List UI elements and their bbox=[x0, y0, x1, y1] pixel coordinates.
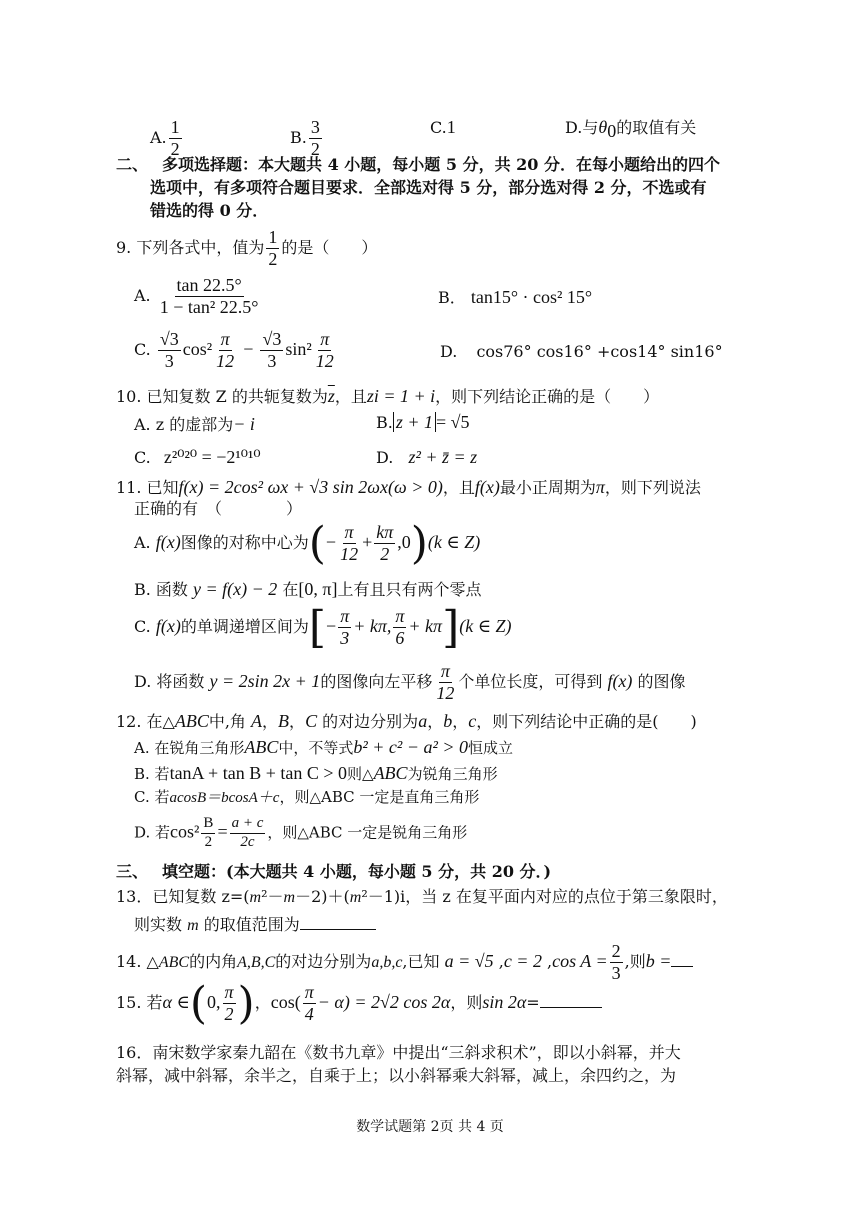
q11-option-a: A. f(x)图像的对称中心为(− $\frac{\pi}{12}$ + $\frac{k\pi}{2}$ ,0)(k ∈ Z) bbox=[134, 517, 481, 569]
q13-line1: 13．已知复数 z=(m²－m－2)＋(m²－1)i，当 z 在复平面内对应的点位于第三象限时， bbox=[116, 887, 728, 906]
q11-option-d: D. 将函数 y = 2sin 2x + 1的图像向左平移 $\frac{\pi}{12}$ 个单位长度，可得到 f(x) 的图像 bbox=[134, 661, 686, 703]
section3-heading: 三、 填空题：(本大题共 4 小题，每小题 5 分，共 20 分．) bbox=[116, 862, 552, 881]
q8-options bbox=[150, 108, 750, 158]
q9-option-d: D. cos76° cos16° +cos14° sin16° bbox=[440, 342, 723, 361]
q14: 14. △ABC的内角A,B,C的对边分别为a,b,c,已知 a = √5 ,c = 2 ,cos A = $\frac{2}{3}$ ,则b = bbox=[116, 942, 693, 983]
q12-stem: 12. 在△ABC中,角 A，B，C 的对边分别为a，b，c，则下列结论中正确的是( ) bbox=[116, 711, 697, 731]
q12-option-a: A. 在锐角三角形ABC中，不等式b² + c² − a² > 0恒成立 bbox=[134, 737, 514, 757]
q9-option-a: A. $\frac{\tan 22.5^\circ}{\text{1 − tan² 22.5°}}$ bbox=[134, 275, 259, 317]
q13-line2: 则实数 m 的取值范围为 bbox=[134, 913, 376, 934]
q10-stem: 10. 已知复数 Z 的共轭复数为$\overline{z}$，且zi = 1 + i，则下列结论正确的是（ ） bbox=[116, 386, 660, 406]
q14-answer-blank[interactable] bbox=[671, 950, 693, 967]
page-footer: 数学试题第 2页 共 4 页 bbox=[356, 1119, 504, 1135]
q12-option-b: B. 若tanA + tan B + tan C > 0则△ABC为锐角三角形 bbox=[134, 763, 498, 783]
q12-option-c: C. 若acosB＝bcosA＋c，则△ABC 一定是直角三角形 bbox=[134, 788, 480, 806]
q10-option-c: C. z²⁰²⁰ = −2¹⁰¹⁰ bbox=[134, 447, 261, 467]
q11-option-c: C. f(x)的单调递增区间为[− $\frac{\pi}{3}$ + kπ, $\frac{\pi}{6}$ + kπ](k ∈ Z) bbox=[134, 601, 512, 653]
q8-option-b: B. $\frac{3}{2}$ bbox=[290, 117, 320, 159]
section2-line3: 错选的得 0 分． bbox=[150, 201, 269, 220]
q9-stem: 9. 下列各式中，值为 $\frac{1}{2}$ 的是（ ） bbox=[116, 227, 378, 269]
q16-line1: 16．南宋数学家秦九韶在《数书九章》中提出“三斜求积术”，即以小斜幂，并大 bbox=[116, 1043, 681, 1062]
q9-option-c: C. $\frac{√3}{3}$ cos² $\frac{\pi}{12}$ − $\frac{√3}{3}$ sin² $\frac{\pi}{12}$ bbox=[134, 329, 334, 371]
q9-option-b: B． tan15° · cos² 15° bbox=[438, 287, 593, 307]
q8-option-d: D.与$\theta_0$的取值有关 bbox=[565, 117, 697, 142]
q10-option-d: D. z² + z̄ = z bbox=[376, 447, 478, 467]
q13-answer-blank[interactable] bbox=[300, 913, 376, 930]
section2-line2: 选项中，有多项符合题目要求．全部选对得 5 分，部分选对得 2 分，不选或有 bbox=[150, 178, 707, 197]
q8-option-a: A. $\frac{1}{2}$ bbox=[150, 117, 180, 159]
q16-line2: 斜幂，减中斜幂，余半之，自乘于上；以小斜幂乘大斜幂，减上，余四约之，为 bbox=[116, 1066, 677, 1085]
q8-option-c: C.1 bbox=[430, 117, 456, 137]
q15-answer-blank[interactable] bbox=[540, 991, 602, 1008]
q15: 15. 若α ∈(0, $\frac{\pi}{2}$ )，cos( $\frac{\pi}{4}$ − α) = 2√2 cos 2α，则sin 2α= bbox=[116, 983, 602, 1024]
q10-option-b: B. z + 1 = √5 bbox=[376, 412, 470, 432]
q12-option-d: D. 若cos² $\frac{B}{2}$ = $\frac{a + c}{2c}$ ，则△ABC 一定是锐角三角形 bbox=[134, 815, 468, 850]
q11-stem-line2: 正确的有 （ ） bbox=[134, 499, 303, 518]
q11-option-b: B. 函数 y = f(x) − 2 在[0, π]上有且只有两个零点 bbox=[134, 579, 482, 599]
section2-heading: 二、 多项选择题：本大题共 4 小题，每小题 5 分，共 20 分．在每小题给出的四个 bbox=[116, 155, 720, 174]
q11-stem: 11. 已知f(x) = 2cos² ωx + √3 sin 2ωx(ω > 0)，且f(x)最小正周期为π，则下列说法 bbox=[116, 477, 701, 497]
q10-option-a: A. z 的虚部为− i bbox=[134, 414, 255, 434]
